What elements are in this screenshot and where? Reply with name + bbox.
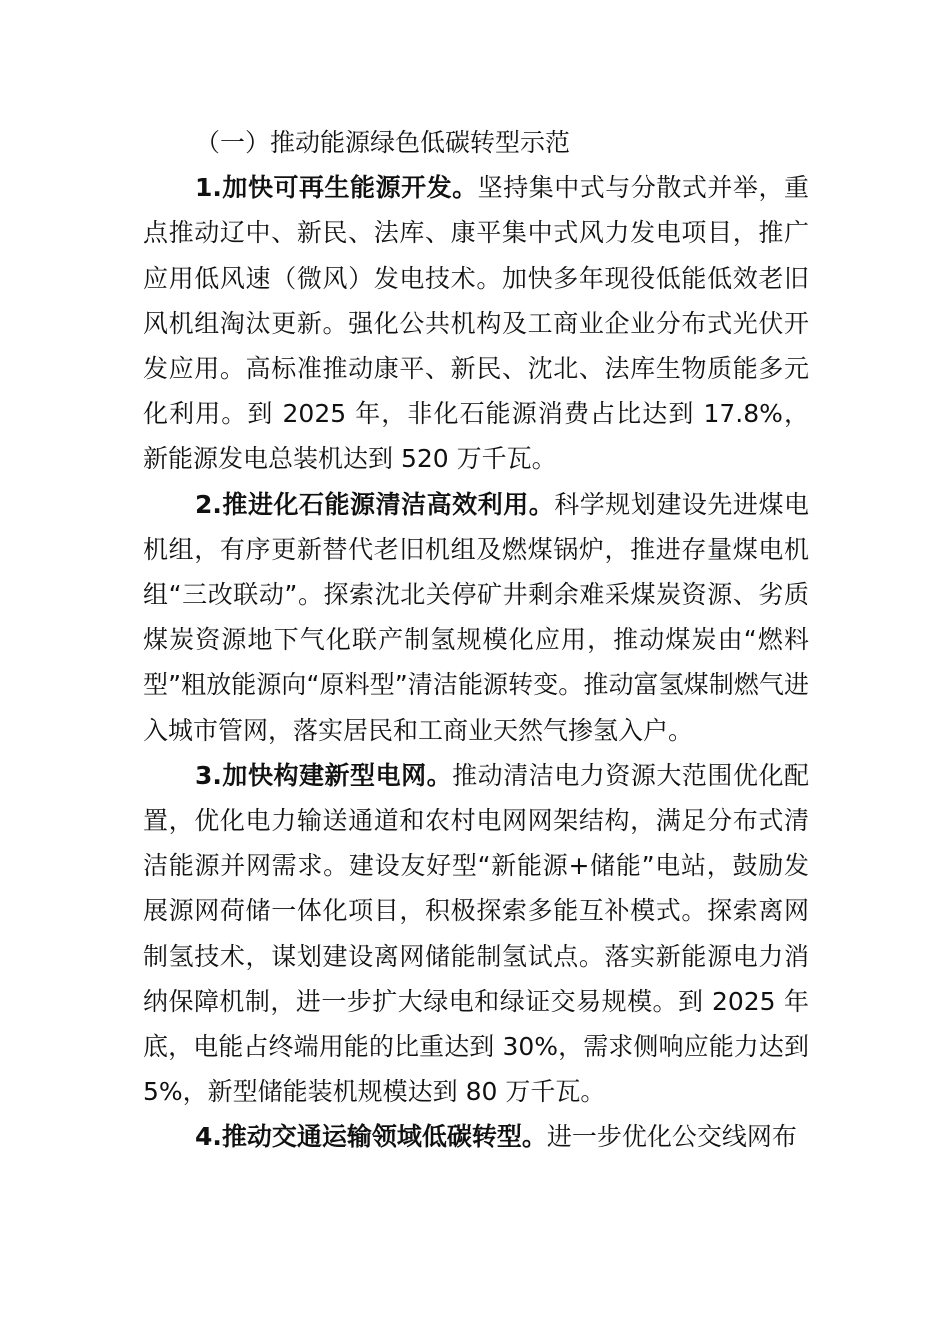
paragraph-renewable-energy xyxy=(143,165,809,481)
paragraph-power-grid xyxy=(143,753,809,1115)
paragraph-body: 科学规划建设先进煤电机组，有序更新替代老旧机组及燃煤锅炉，推进存量煤电机组“三改联动”。探索沈北关停矿井剩余难采煤炭资源、劣质煤炭资源地下气化联产制氢规模化应用，推动煤炭由“燃料型”粗放能源向“原料型”清洁能源转变。推动富氢煤制燃气进入城市管网，落实居民和工商业天然气掺氢入户。 xyxy=(143,489,809,745)
paragraph-lead: 4.推动交通运输领域低碳转型。 xyxy=(195,1122,547,1152)
paragraph-body: 坚持集中式与分散式并举，重点推动辽中、新民、法库、康平集中式风力发电项目，推广应用低风速（微风）发电技术。加快多年现役低能低效老旧风机组淘汰更新。强化公共机构及工商业企业分布式光伏开发应用。高标准推动康平、新民、沈北、法库生物质能多元化利用。到 2025 年，非化石能源消费占比达到 17.8%，新能源发电总装机达到 520 万千瓦。 xyxy=(143,173,809,474)
document-body xyxy=(143,120,809,1160)
section-heading: （一）推动能源绿色低碳转型示范 xyxy=(195,128,571,157)
paragraph-fossil-energy xyxy=(143,482,809,753)
paragraph-body: 推动清洁电力资源大范围优化配置，优化电力输送通道和农村电网网架结构，满足分布式清洁能源并网需求。建设友好型“新能源+储能”电站，鼓励发展源网荷储一体化项目，积极探索多能互补模式。探索离网制氢技术，谋划建设离网储能制氢试点。落实新能源电力消纳保障机制，进一步扩大绿电和绿证交易规模。到 2025 年底，电能占终端用能的比重达到 30%，需求侧响应能力达到 5%，新型储能装机规模达到 80 万千瓦。 xyxy=(143,760,809,1107)
paragraph-lead: 1.加快可再生能源开发。 xyxy=(195,173,478,203)
paragraph-transport xyxy=(143,1114,809,1159)
paragraph-lead: 2.推进化石能源清洁高效利用。 xyxy=(195,489,555,519)
paragraph-lead: 3.加快构建新型电网。 xyxy=(195,760,453,790)
paragraph-body: 进一步优化公交线网布 xyxy=(546,1122,797,1152)
